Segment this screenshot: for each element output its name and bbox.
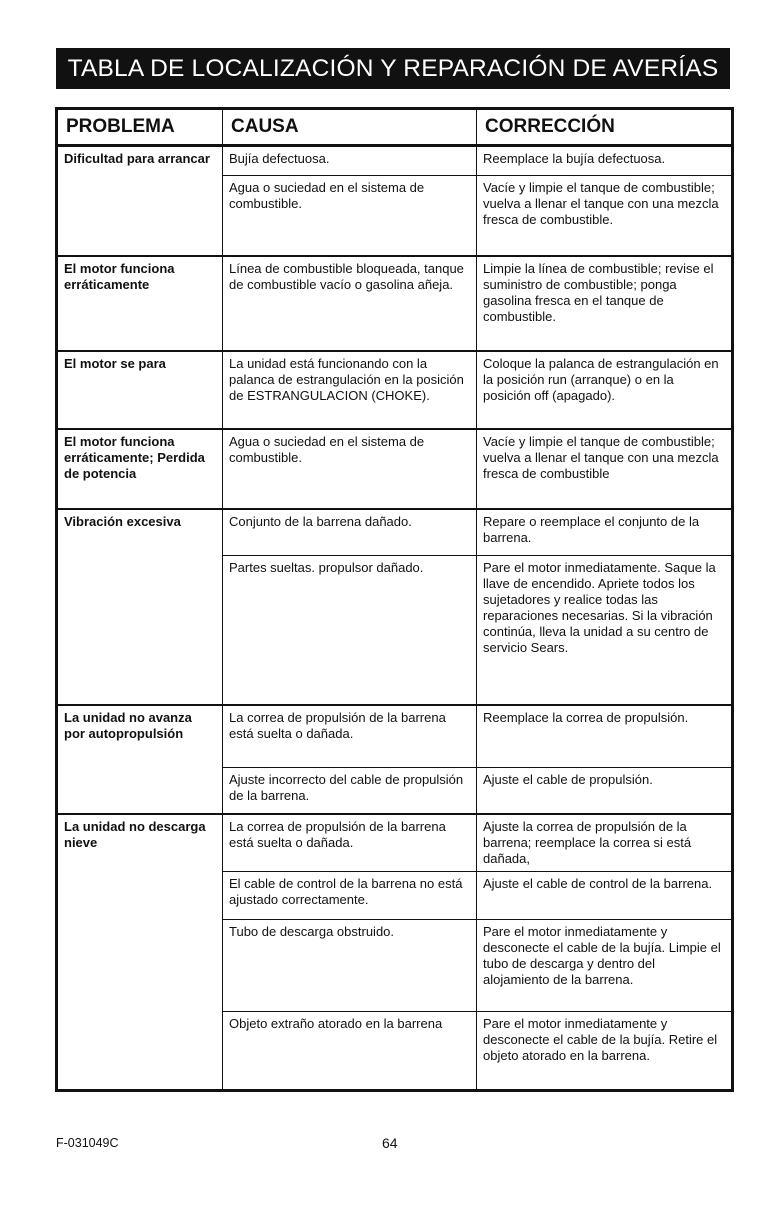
cause-cell: Tubo de descarga obstruido. (223, 919, 477, 1011)
cause-cell: Partes sueltas. propulsor dañado. (223, 556, 477, 705)
document-code: F-031049C (56, 1136, 119, 1150)
correction-cell: Coloque la palanca de estrangulación en la posición run (arranque) o en la posición off (apagado). (477, 351, 733, 429)
page-number: 64 (382, 1135, 398, 1151)
cause-cell: Agua o suciedad en el sistema de combustible. (223, 429, 477, 509)
cause-cell: Objeto extraño atorado en la barrena (223, 1011, 477, 1090)
table-row (57, 705, 733, 768)
correction-cell: Vacíe y limpie el tanque de combustible; vuelva a llenar el tanque con una mezcla fresca de combustible (477, 429, 733, 509)
correction-cell: Ajuste el cable de control de la barrena. (477, 871, 733, 919)
header-cause: CAUSA (223, 109, 477, 146)
correction-cell: Reemplace la bujía defectuosa. (477, 146, 733, 176)
header-problem: PROBLEMA (57, 109, 223, 146)
correction-cell: Vacíe y limpie el tanque de combustible; vuelva a llenar el tanque con una mezcla fresca de combustible. (477, 176, 733, 256)
correction-cell: Limpie la línea de combustible; revise el suministro de combustible; ponga gasolina fresca en el tanque de combustible. (477, 256, 733, 351)
table-row (57, 351, 733, 429)
correction-cell: Pare el motor inmediatamente y desconecte el cable de la bujía. Retire el objeto atorado en la barrena. (477, 1011, 733, 1090)
troubleshooting-table (55, 107, 734, 1092)
table-row (57, 814, 733, 872)
table-header-row (57, 109, 733, 146)
table-row (57, 146, 733, 176)
correction-cell: Repare o reemplace el conjunto de la barrena. (477, 509, 733, 556)
cause-cell: La unidad está funcionando con la palanca de estrangulación en la posición de ESTRANGULACION (CHOKE). (223, 351, 477, 429)
cause-cell: La correa de propulsión de la barrena está suelta o dañada. (223, 705, 477, 768)
problem-cell: El motor funciona erráticamente (57, 256, 223, 351)
cause-cell: Conjunto de la barrena dañado. (223, 509, 477, 556)
correction-cell: Ajuste la correa de propulsión de la barrena; reemplace la correa si está dañada, (477, 814, 733, 872)
problem-cell: La unidad no avanza por autopropulsión (57, 705, 223, 814)
cause-cell: La correa de propulsión de la barrena está suelta o dañada. (223, 814, 477, 872)
cause-cell: El cable de control de la barrena no está ajustado correctamente. (223, 871, 477, 919)
cause-cell: Línea de combustible bloqueada, tanque de combustible vacío o gasolina añeja. (223, 256, 477, 351)
table-body (57, 146, 733, 1091)
header-correction: CORRECCIÓN (477, 109, 733, 146)
correction-cell: Pare el motor inmediatamente y desconecte el cable de la bujía. Limpie el tubo de descarga y dentro del alojamiento de la barrena. (477, 919, 733, 1011)
cause-cell: Ajuste incorrecto del cable de propulsión de la barrena. (223, 768, 477, 814)
table-row (57, 256, 733, 351)
problem-cell: El motor se para (57, 351, 223, 429)
correction-cell: Reemplace la correa de propulsión. (477, 705, 733, 768)
problem-cell: La unidad no descarga nieve (57, 814, 223, 1091)
cause-cell: Bujía defectuosa. (223, 146, 477, 176)
table-row (57, 509, 733, 556)
problem-cell: Dificultad para arrancar (57, 146, 223, 256)
problem-cell: El motor funciona erráticamente; Perdida de potencia (57, 429, 223, 509)
page-title: TABLA DE LOCALIZACIÓN Y REPARACIÓN DE AVERÍAS (56, 48, 730, 89)
cause-cell: Agua o suciedad en el sistema de combustible. (223, 176, 477, 256)
problem-cell: Vibración excesiva (57, 509, 223, 705)
correction-cell: Ajuste el cable de propulsión. (477, 768, 733, 814)
correction-cell: Pare el motor inmediatamente. Saque la llave de encendido. Apriete todos los sujetadores y realice todas las reparaciones necesarias. Si la vibración continúa, lleva la unidad a su centro de servicio Sears. (477, 556, 733, 705)
table-row (57, 429, 733, 509)
